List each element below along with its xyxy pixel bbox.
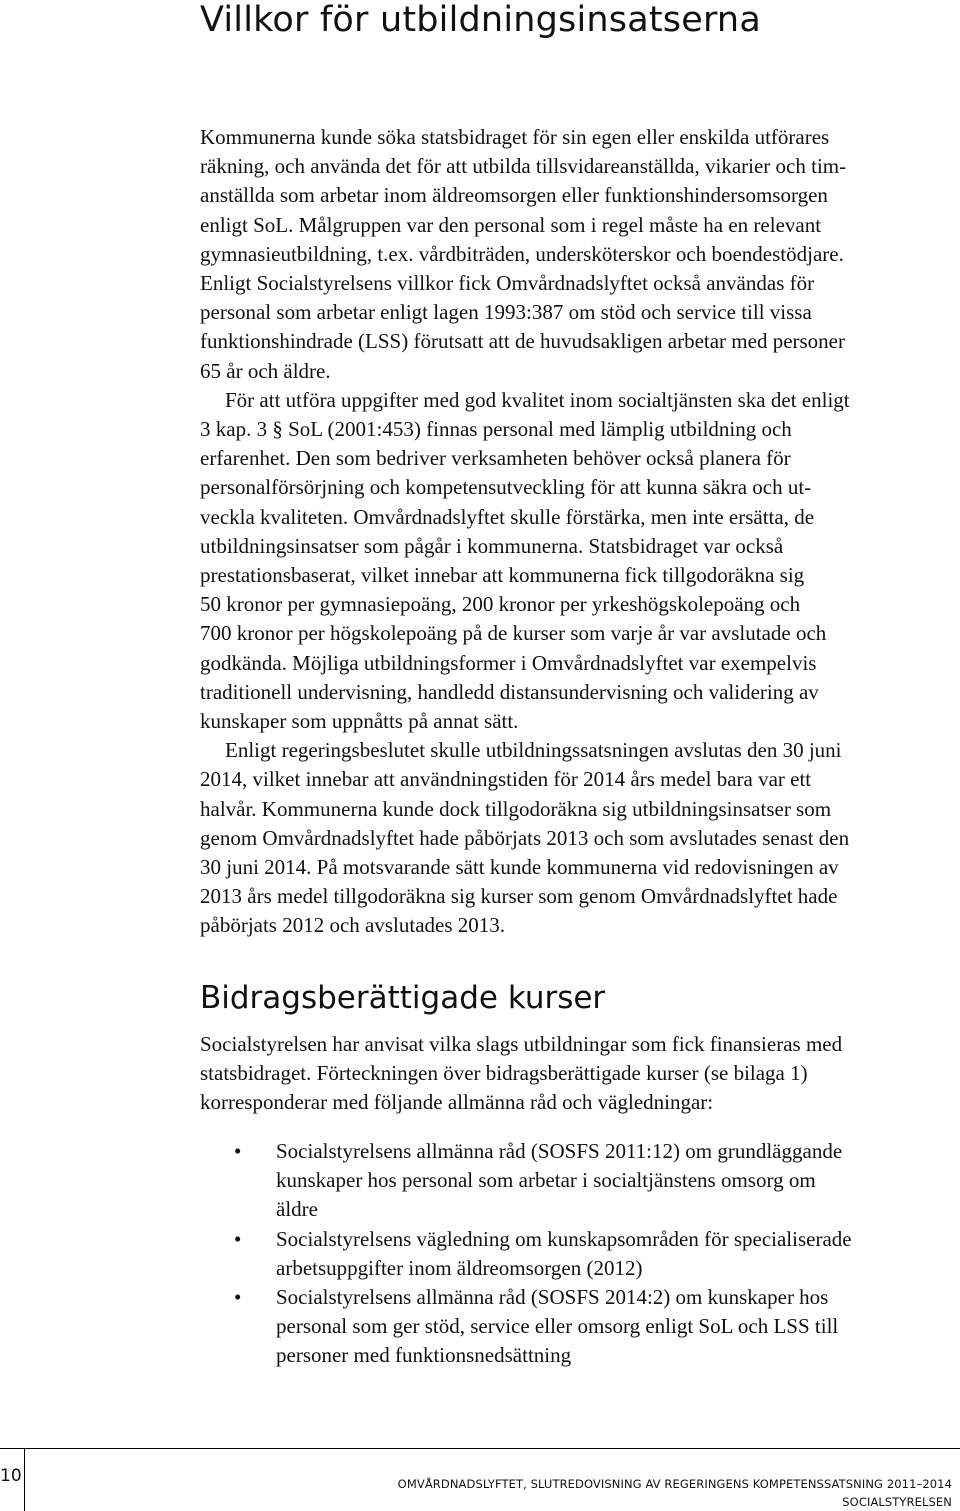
text-line: enligt SoL. Målgruppen var den personal som i regel måste ha en relevant <box>200 212 822 237</box>
text-line: Socialstyrelsen har anvisat vilka slags utbildningar som fick finansieras med <box>200 1032 843 1056</box>
text-line: räkning, och använda det för att utbilda tillsvidareanställda, vikarier och tim- <box>200 154 847 179</box>
text-line: 30 juni 2014. På motsvarande sätt kunde kommunerna vid redovisningen av <box>200 855 839 880</box>
text-line: gymnasieutbildning, t.ex. vårdbiträden, undersköterskor och boendestödjare. <box>200 241 844 266</box>
text-line: Kommunerna kunde söka statsbidraget för sin egen eller enskilda utförares <box>200 125 830 149</box>
text-line: korresponderar med följande allmänna råd och vägledningar: <box>200 1090 714 1115</box>
text-line: prestationsbaserat, vilket innebar att kommunerna fick tillgodoräkna sig <box>200 563 805 588</box>
intro-paragraph <box>200 1030 960 1118</box>
text-line: äldre <box>276 1197 318 1222</box>
text-line: personal som ger stöd, service eller omsorg enligt SoL och LSS till <box>276 1314 839 1339</box>
footer-rule <box>0 1448 960 1449</box>
text-line: statsbidraget. Förteckningen över bidragsberättigade kurser (se bilaga 1) <box>200 1061 808 1086</box>
footer-divider <box>24 1448 25 1511</box>
text-line: genom Omvårdnadslyftet hade påbörjats 2013 och som avslutades senast den <box>200 825 850 850</box>
text-line: 65 år och äldre. <box>200 358 331 383</box>
text-line: 50 kronor per gymnasiepoäng, 200 kronor per yrkeshögskolepoäng och <box>200 592 801 617</box>
text-line: För att utföra uppgifter med god kvalitet inom socialtjänsten ska det enligt <box>225 387 850 412</box>
text-line: Socialstyrelsens vägledning om kunskapsområden för specialiserade <box>276 1226 852 1251</box>
text-line: 2013 års medel tillgodoräkna sig kurser som genom Omvårdnadslyftet hade <box>200 884 838 909</box>
page-number: 10 <box>0 1466 22 1486</box>
text-line: 700 kronor per högskolepoäng på de kurser som varje år var avslutade och <box>200 621 827 646</box>
text-line: godkända. Möjliga utbildningsformer i Omvårdnadslyftet var exempelvis <box>200 650 817 675</box>
text-line: kunskaper som uppnåtts på annat sätt. <box>200 709 519 734</box>
text-line: funktionshindrade (LSS) förutsatt att de huvudsakligen arbetar med personer <box>200 329 845 354</box>
paragraph-2 <box>200 386 960 736</box>
text-line: personal som arbetar enligt lagen 1993:387 om stöd och service till vissa <box>200 300 812 325</box>
text-line: erfarenhet. Den som bedriver verksamheten behöver också planera för <box>200 446 791 471</box>
text-line: personalförsörjning och kompetensutveckling för att kunna säkra och ut- <box>200 475 812 500</box>
section2-intro <box>200 1030 960 1118</box>
text-line: traditionell undervisning, handledd distansundervisning och validering av <box>200 679 819 704</box>
text-line: 2014, vilket innebar att användningstiden för 2014 års medel bara var ett <box>200 767 812 792</box>
paragraph-1 <box>200 123 960 386</box>
section1-body <box>200 123 960 941</box>
footer-title <box>398 1475 952 1511</box>
bullet-icon: • <box>234 1285 242 1310</box>
section-heading: Bidragsberättigade kurser <box>200 980 606 1016</box>
text-line: veckla kvaliteten. Omvårdnadslyftet skulle förstärka, men inte ersätta, de <box>200 504 815 529</box>
bullet-item <box>200 1225 960 1283</box>
text-line: Enligt Socialstyrelsens villkor fick Omvårdnadslyftet också användas för <box>200 271 815 296</box>
bullet-icon: • <box>234 1226 242 1251</box>
bullet-item <box>200 1137 960 1225</box>
text-line: personer med funktionsnedsättning <box>276 1343 572 1368</box>
text-line: påbörjats 2012 och avslutades 2013. <box>200 913 506 938</box>
text-line: halvår. Kommunerna kunde dock tillgodoräkna sig utbildningsinsatser som <box>200 796 832 821</box>
footer-title-line1: OMVÅRDNADSLYFTET, SLUTREDOVISNING AV REGERINGENS KOMPETENSSATSNING 2011–2014 <box>397 1477 952 1491</box>
text-line: arbetsuppgifter inom äldreomsorgen (2012) <box>276 1255 643 1280</box>
text-line: anställda som arbetar inom äldreomsorgen eller funktionshindersomsorgen <box>200 183 828 208</box>
bullet-item <box>200 1283 960 1371</box>
paragraph-3 <box>200 736 960 940</box>
page-title: Villkor för utbildningsinsatserna <box>200 0 761 40</box>
text-line: 3 kap. 3 § SoL (2001:453) finnas personal med lämplig utbildning och <box>200 417 792 442</box>
text-line: Enligt regeringsbeslutet skulle utbildningssatsningen avslutas den 30 juni <box>225 738 842 763</box>
text-line: Socialstyrelsens allmänna råd (SOSFS 2011:12) om grundläggande <box>276 1139 843 1163</box>
text-line: utbildningsinsatser som pågår i kommunerna. Statsbidraget var också <box>200 533 784 558</box>
text-line: kunskaper hos personal som arbetar i socialtjänstens omsorg om <box>276 1168 816 1193</box>
bullet-list <box>200 1137 960 1371</box>
footer-title-line2: SOCIALSTYRELSEN <box>842 1495 952 1509</box>
text-line: Socialstyrelsens allmänna råd (SOSFS 2014:2) om kunskaper hos <box>276 1285 829 1310</box>
bullet-icon: • <box>234 1139 242 1163</box>
